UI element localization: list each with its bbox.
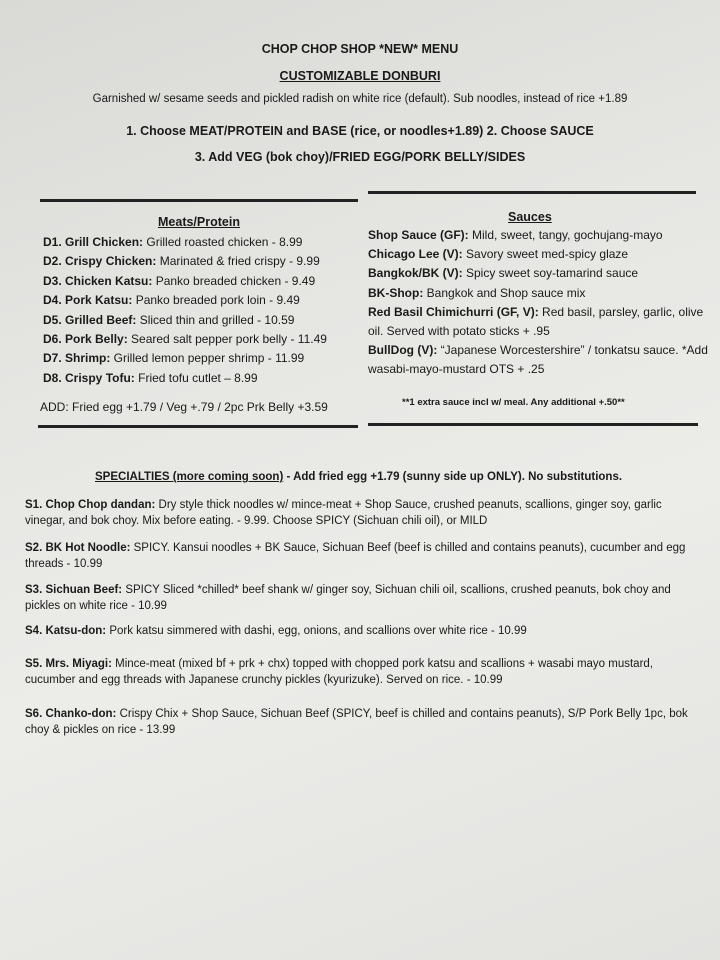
specialties-heading: SPECIALTIES (more coming soon) - Add fried egg +1.79 (sunny side up ONLY). No substitutions. (95, 471, 623, 483)
list-item: Shop Sauce (GF): Mild, sweet, tangy, gochujang-mayo (368, 228, 663, 242)
divider-right-bottom (368, 423, 698, 426)
add-ons-line: ADD: Fried egg +1.79 / Veg +.79 / 2pc Prk Belly +3.59 (40, 400, 328, 414)
list-item: D7. Shrimp: Grilled lemon pepper shrimp - 11.99 (43, 351, 305, 366)
list-item: D8. Crispy Tofu: Fried tofu cutlet – 8.99 (43, 370, 258, 385)
divider-left-top (40, 199, 358, 202)
list-item: D2. Crispy Chicken: Marinated & fried crispy - 9.99 (43, 254, 320, 269)
steps-line-2: 3. Add VEG (bok choy)/FRIED EGG/PORK BELLY/SIDES (194, 150, 526, 164)
specialty-item: S5. Mrs. Miyagi: Mince-meat (mixed bf + prk + chx) topped with chopped pork katsu and scallions + wasabi mayo mustard, cucumber and egg threads with Japanese crunchy pickles (kyurizuke). Served on rice. - 10.99 (25, 658, 654, 686)
specialty-item: S1. Chop Chop dandan: Dry style thick noodles w/ mince-meat + Shop Sauce, crushed peanuts, scallions, ginger soy, garlic vinegar, and bok choy. Mix before eating. - 9.99. Choose SPICY (Sichuan chili oil), or MILD (25, 499, 662, 527)
list-item: D6. Pork Belly: Seared salt pepper pork belly - 11.49 (43, 331, 327, 346)
divider-left-bottom (38, 425, 358, 428)
sauces-heading: Sauces (508, 210, 552, 224)
list-item: D3. Chicken Katsu: Panko breaded chicken - 9.49 (43, 273, 316, 288)
meats-heading: Meats/Protein (158, 215, 240, 229)
list-item: D5. Grilled Beef: Sliced thin and grilled - 10.59 (43, 312, 295, 327)
list-item: D4. Pork Katsu: Panko breaded pork loin - 9.49 (43, 293, 300, 308)
specialty-item: S6. Chanko-don: Crispy Chix + Shop Sauce, Sichuan Beef (SPICY, beef is chilled and contains peanuts), S/P Pork Belly 1pc, bok choy & pickles on rice - 13.99 (25, 708, 688, 736)
list-item: BullDog (V): “Japanese Worcestershire” / tonkatsu sauce. *Add wasabi-mayo-mustard OTS + .25 (368, 343, 708, 377)
list-item: BK-Shop: Bangkok and Shop sauce mix (368, 285, 586, 300)
list-item: Bangkok/BK (V): Spicy sweet soy-tamarind sauce (368, 266, 639, 281)
list-item: Chicago Lee (V): Savory sweet med-spicy glaze (368, 247, 629, 262)
specialty-item: S2. BK Hot Noodle: SPICY. Kansui noodles + BK Sauce, Sichuan Beef (beef is chilled and contains peanuts), cucumber and egg threads - 10.99 (25, 542, 686, 570)
list-item: D1. Grill Chicken: Grilled roasted chicken - 8.99 (43, 235, 303, 249)
divider-right-top (368, 191, 696, 194)
menu-title: CHOP CHOP SHOP *NEW* MENU (261, 42, 459, 56)
extra-sauce-note: **1 extra sauce incl w/ meal. Any additional +.50** (402, 397, 625, 408)
specialty-item: S4. Katsu-don: Pork katsu simmered with dashi, egg, onions, and scallions over white rice - 10.99 (25, 625, 527, 637)
menu-subtitle: CUSTOMIZABLE DONBURI (279, 69, 441, 83)
list-item: Red Basil Chimichurri (GF, V): Red basil, parsley, garlic, olive oil. Served with potato sticks + .95 (368, 304, 704, 339)
garnish-note: Garnished w/ sesame seeds and pickled radish on white rice (default). Sub noodles, instead of rice +1.89 (92, 93, 628, 105)
steps-line-1: 1. Choose MEAT/PROTEIN and BASE (rice, or noodles+1.89) 2. Choose SAUCE (126, 124, 594, 138)
sauces-list (368, 226, 708, 380)
specialty-item: S3. Sichuan Beef: SPICY Sliced *chilled* beef shank w/ ginger soy, Sichuan chili oil, scallions, crushed peanuts, bok choy and pickles on white rice - 10.99 (25, 584, 671, 612)
meats-list (43, 233, 363, 388)
